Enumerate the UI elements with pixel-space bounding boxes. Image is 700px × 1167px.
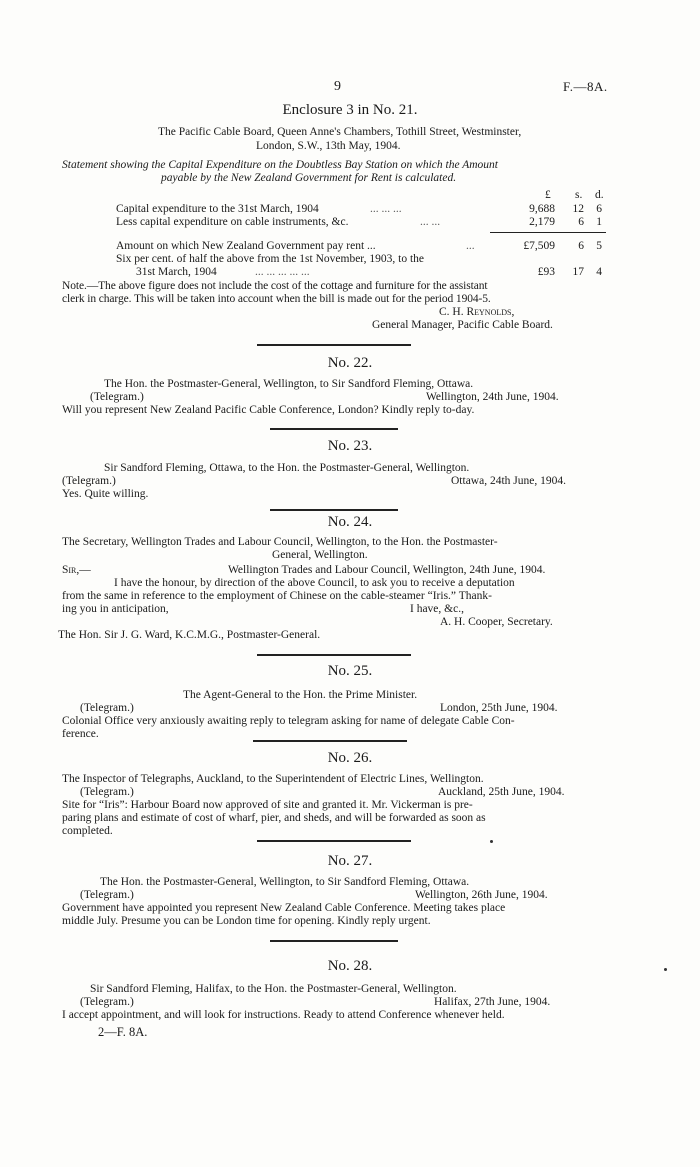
page-number: 9 bbox=[334, 79, 341, 94]
note-line2: clerk in charge. This will be taken into account when the bill is made out for the period 1904-5. bbox=[62, 293, 491, 305]
telegram-label: (Telegram.) bbox=[90, 391, 144, 403]
item-heading-line1: The Secretary, Wellington Trades and Labour Council, Wellington, to the Hon. the Postmaster- bbox=[62, 536, 498, 548]
enclosure-address-line1: The Pacific Cable Board, Queen Anne's Chambers, Tothill Street, Westminster, bbox=[158, 126, 522, 138]
signatory-title: General Manager, Pacific Cable Board. bbox=[372, 319, 553, 331]
ink-speck bbox=[490, 840, 493, 843]
expenditure-row-label: Less capital expenditure on cable instruments, &c. bbox=[116, 216, 349, 228]
item-title: No. 26. bbox=[327, 750, 373, 766]
item-heading: The Agent-General to the Hon. the Prime Minister. bbox=[183, 689, 418, 701]
six-percent-line1: Six per cent. of half the above from the 1st November, 1903, to the bbox=[116, 253, 425, 265]
section-divider bbox=[270, 428, 398, 430]
item-heading: Sir Sandford Fleming, Ottawa, to the Hon. the Postmaster-General, Wellington. bbox=[104, 462, 470, 474]
expenditure-row-pounds: 9,688 bbox=[529, 203, 555, 215]
section-divider bbox=[270, 940, 398, 942]
enclosure-address-line2: London, S.W., 13th May, 1904. bbox=[256, 140, 401, 152]
expenditure-row-pounds: 2,179 bbox=[529, 216, 555, 228]
item-body-line1: Government have appointed you represent New Zealand Cable Conference. Meeting takes place bbox=[62, 902, 506, 914]
letter-body-line1: I have the honour, by direction of the above Council, to ask you to receive a deputation bbox=[114, 577, 515, 589]
expenditure-row-pence: 1 bbox=[596, 216, 602, 228]
item-title: No. 27. bbox=[327, 853, 373, 869]
item-body: Will you represent New Zealand Pacific Cable Conference, London? Kindly reply to-day. bbox=[62, 404, 475, 416]
telegram-label: (Telegram.) bbox=[80, 702, 134, 714]
expenditure-row-shillings: 12 bbox=[572, 203, 584, 215]
telegram-label: (Telegram.) bbox=[80, 786, 134, 798]
telegram-label: (Telegram.) bbox=[80, 996, 134, 1008]
item-body-line2: middle July. Presume you can be London time for opening. Kindly reply urgent. bbox=[62, 915, 431, 927]
expenditure-row-label: Capital expenditure to the 31st March, 1904 bbox=[116, 203, 319, 215]
signature-mark: 2—F. 8A. bbox=[98, 1025, 148, 1039]
item-body: Yes. Quite willing. bbox=[62, 488, 149, 500]
currency-header-shillings: s. bbox=[575, 189, 583, 201]
enclosure-title: Enclosure 3 in No. 21. bbox=[282, 102, 418, 118]
expenditure-row-dots: ... bbox=[466, 240, 475, 252]
place-date: Ottawa, 24th June, 1904. bbox=[451, 475, 566, 487]
item-heading: Sir Sandford Fleming, Halifax, to the Hon. the Postmaster-General, Wellington. bbox=[90, 983, 457, 995]
place-date: Halifax, 27th June, 1904. bbox=[434, 996, 551, 1008]
expenditure-row-dots: ... ... ... bbox=[370, 203, 402, 215]
expenditure-row-shillings: 6 bbox=[578, 240, 584, 252]
six-percent-dots: ... ... ... ... ... bbox=[255, 266, 310, 278]
expenditure-row-pence: 5 bbox=[596, 240, 602, 252]
item-body-line2: paring plans and estimate of cost of wharf, pier, and sheds, and will be forwarded as soon as bbox=[62, 812, 486, 824]
ink-speck bbox=[664, 968, 667, 971]
item-heading-line2: General, Wellington. bbox=[272, 549, 368, 561]
document-code: F.—8A. bbox=[563, 79, 608, 94]
letter-body-line2: from the same in reference to the employment of Chinese on the cable-steamer “Iris.” Thank- bbox=[62, 590, 492, 602]
expenditure-row-pence: 6 bbox=[596, 203, 602, 215]
section-divider bbox=[257, 344, 411, 346]
item-title: No. 22. bbox=[327, 355, 373, 371]
place-date: London, 25th June, 1904. bbox=[440, 702, 558, 714]
note-line1: Note.—The above figure does not include the cost of the cottage and furniture for the assistant bbox=[62, 280, 488, 292]
letter-closing: I have, &c., bbox=[410, 603, 464, 615]
telegram-label: (Telegram.) bbox=[62, 475, 116, 487]
item-heading: The Hon. the Postmaster-General, Wellington, to Sir Sandford Fleming, Ottawa. bbox=[104, 378, 474, 390]
section-divider bbox=[270, 509, 398, 511]
six-percent-shillings: 17 bbox=[572, 266, 584, 278]
letter-signatory: A. H. Cooper, Secretary. bbox=[440, 616, 553, 628]
item-heading: The Inspector of Telegraphs, Auckland, to the Superintendent of Electric Lines, Wellington. bbox=[62, 773, 484, 785]
six-percent-pence: 4 bbox=[596, 266, 602, 278]
expenditure-row-dots: ... ... bbox=[420, 216, 441, 228]
expenditure-row-shillings: 6 bbox=[578, 216, 584, 228]
telegram-label: (Telegram.) bbox=[80, 889, 134, 901]
item-title: No. 23. bbox=[327, 438, 373, 454]
item-title: No. 28. bbox=[327, 958, 373, 974]
item-body-line3: completed. bbox=[62, 825, 113, 837]
section-divider bbox=[257, 654, 411, 656]
six-percent-line2: 31st March, 1904 bbox=[136, 266, 217, 278]
item-title: No. 24. bbox=[327, 514, 373, 530]
place-date: Wellington, 24th June, 1904. bbox=[426, 391, 559, 403]
six-percent-pounds: £93 bbox=[537, 266, 555, 278]
item-body: I accept appointment, and will look for instructions. Ready to attend Conference whenever held. bbox=[62, 1009, 505, 1021]
subtotal-rule bbox=[490, 232, 606, 233]
statement-heading-line1: Statement showing the Capital Expenditure on the Doubtless Bay Station on which the Amount bbox=[62, 159, 498, 171]
expenditure-row-pounds: £7,509 bbox=[523, 240, 555, 252]
letter-body-line3: ing you in anticipation, bbox=[62, 603, 169, 615]
section-divider bbox=[253, 740, 407, 742]
item-body-line2: ference. bbox=[62, 728, 99, 740]
section-divider bbox=[257, 840, 411, 842]
letter-addressee: The Hon. Sir J. G. Ward, K.C.M.G., Postmaster-General. bbox=[58, 629, 321, 641]
currency-header-pounds: £ bbox=[545, 189, 551, 201]
item-heading: The Hon. the Postmaster-General, Wellington, to Sir Sandford Fleming, Ottawa. bbox=[100, 876, 470, 888]
signatory-name: C. H. Reynolds, bbox=[439, 306, 515, 318]
item-body-line1: Site for “Iris”: Harbour Board now approved of site and granted it. Mr. Vickerman is pre- bbox=[62, 799, 473, 811]
statement-heading-line2: payable by the New Zealand Government for Rent is calculated. bbox=[161, 172, 457, 184]
place-date: Auckland, 25th June, 1904. bbox=[438, 786, 565, 798]
item-body-line1: Colonial Office very anxiously awaiting reply to telegram asking for name of delegate Cable Con- bbox=[62, 715, 515, 727]
salutation: Sir,— bbox=[62, 564, 91, 576]
place-date: Wellington Trades and Labour Council, Wellington, 24th June, 1904. bbox=[228, 564, 546, 576]
item-title: No. 25. bbox=[327, 663, 373, 679]
place-date: Wellington, 26th June, 1904. bbox=[415, 889, 548, 901]
currency-header-pence: d. bbox=[595, 189, 604, 201]
expenditure-row-label: Amount on which New Zealand Government pay rent ... bbox=[116, 240, 376, 252]
